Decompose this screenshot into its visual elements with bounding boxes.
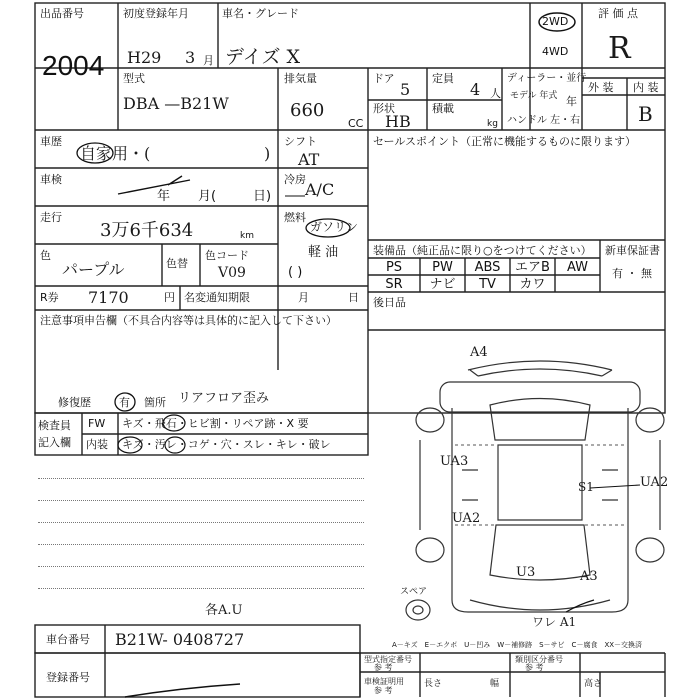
note-line xyxy=(38,478,364,479)
inspection-label: 車検 xyxy=(40,173,62,186)
aftermarket-label: 後日品 xyxy=(373,296,406,309)
type-designation-label: 型式指定番号 xyxy=(364,655,412,664)
exterior-label: 外 装 xyxy=(588,81,614,94)
mark-u3: U3 xyxy=(516,565,536,580)
cc-unit: CC xyxy=(348,117,364,130)
doors-value: 5 xyxy=(400,80,411,99)
inspector-label-1: 検査員 xyxy=(38,419,71,432)
fuel-gas: ガソリン xyxy=(310,220,359,234)
capacity-label: 定員 xyxy=(432,72,454,85)
class-label: 類別区分番号 xyxy=(515,655,563,664)
displacement-value: 660 xyxy=(290,100,325,121)
chassis-value: B21W- 0408727 xyxy=(115,630,245,649)
mark-ua2-left: UA2 xyxy=(452,511,481,526)
mark-ua2-right: UA2 xyxy=(640,475,669,490)
equip-ps: PS xyxy=(385,260,403,275)
equip-navi: ナビ xyxy=(429,277,456,292)
drive-2wd: 2WD xyxy=(542,15,569,28)
inspector-label-2: 記入欄 xyxy=(38,436,71,449)
inspection-day: 日) xyxy=(253,189,272,204)
notes-label: 注意事項申告欄（不具合内容等は具体的に記入して下さい） xyxy=(40,314,337,327)
load-label: 積載 xyxy=(432,102,454,115)
lot-number: 2004 xyxy=(42,50,105,81)
equip-abs: ABS xyxy=(474,260,501,275)
int-text: キズ・汚レ・コゲ・穴・スレ・キレ・破レ xyxy=(122,438,331,451)
chassis-label: 車台番号 xyxy=(46,633,90,646)
fuel-diesel: 軽 油 xyxy=(308,245,339,260)
note-line xyxy=(38,522,364,523)
spare-label: スペア xyxy=(400,587,428,597)
dealer-label: ディーラー・並行 xyxy=(507,73,587,84)
width-label: 幅 xyxy=(490,679,500,689)
reg-label: 登録番号 xyxy=(46,671,90,684)
inspection-year: 年 xyxy=(157,189,171,204)
equip-aw: AW xyxy=(566,260,589,275)
car-diagram xyxy=(406,361,664,620)
mark-a4: A4 xyxy=(470,345,488,360)
fw-label: FW xyxy=(88,417,106,430)
drive-4wd: 4WD xyxy=(542,45,569,58)
ac-label: 冷房 xyxy=(284,173,306,186)
first-reg-era: H29 xyxy=(127,48,162,67)
equipment-label: 装備品（純正品に限り○をつけてください） xyxy=(373,244,592,257)
lot-label: 出品番号 xyxy=(40,7,84,20)
car-name: デイズ X xyxy=(225,46,301,68)
interior-label: 内 装 xyxy=(633,81,659,94)
height-label: 高さ xyxy=(584,679,603,689)
mileage-value: 3万6千634 xyxy=(100,220,194,241)
color-label: 色 xyxy=(40,249,51,262)
person-unit: 人 xyxy=(490,87,501,100)
capacity-value: 4 xyxy=(470,80,481,99)
length-label: 長さ xyxy=(424,679,443,689)
warranty-label: 新車保証書 xyxy=(605,244,660,257)
fuel-paren: ( ) xyxy=(288,265,303,280)
type-designation-ref: 参 考 xyxy=(374,663,393,672)
int-label: 内装 xyxy=(86,438,108,451)
grade-value: R xyxy=(608,31,631,66)
month-unit: 月 xyxy=(203,54,214,67)
color-value: パープル xyxy=(62,260,125,279)
shape-label: 形状 xyxy=(373,102,395,115)
cert-ref: 参 考 xyxy=(374,686,393,695)
model-label: 型式 xyxy=(123,72,145,85)
color-code-value: V09 xyxy=(218,265,246,281)
doors-label: ドア xyxy=(373,72,395,85)
equip-tv: TV xyxy=(479,277,496,292)
note-line xyxy=(38,544,364,545)
mark-a3: A3 xyxy=(580,569,598,584)
shift-value: AT xyxy=(298,150,320,169)
sales-point-label: セールスポイント（正常に機能するものに限ります） xyxy=(373,135,637,148)
year-unit: 年 xyxy=(566,95,577,108)
repair-value: 有 xyxy=(119,396,130,409)
recycle-yen: 円 xyxy=(164,291,175,304)
mileage-label: 走行 xyxy=(40,211,62,224)
ac-value: A/C xyxy=(305,180,335,199)
shift-label: シフト xyxy=(284,135,317,148)
repair-label: 修復歴 xyxy=(58,396,91,409)
first-reg-label: 初度登録年月 xyxy=(123,7,189,20)
history-value: 自家用・( xyxy=(80,144,151,163)
equip-sr: SR xyxy=(385,277,403,292)
color-code-label: 色コード xyxy=(205,249,249,262)
car-name-label: 車名・グレード xyxy=(222,7,299,20)
damage-legend: A－キズ E－エクボ U－凹み W－補修跡 S－サビ C－腐食 XX－交換済 xyxy=(392,641,643,649)
mark-ua3: UA3 xyxy=(440,454,469,469)
name-change-label: 名変通知期限 xyxy=(184,291,250,304)
equip-leather: カワ xyxy=(519,277,546,292)
recycle-value: 7170 xyxy=(88,288,129,307)
warranty-value: 有 ・ 無 xyxy=(612,267,652,280)
history-close: ) xyxy=(264,144,271,163)
fw-text: キズ・飛石・ヒビ割・リペア跡・X 要 xyxy=(122,417,309,430)
note-line xyxy=(38,500,364,501)
mark-crack-a1: ワレ A1 xyxy=(532,615,577,629)
model-year-label: モデル 年式 xyxy=(510,91,558,101)
recycle-label: R券 xyxy=(40,291,59,304)
repair-detail: リアフロア歪み xyxy=(178,391,270,406)
mark-s1: S1 xyxy=(578,480,594,494)
fuel-label: 燃料 xyxy=(284,211,306,224)
recycle-day: 日 xyxy=(348,291,359,304)
note-line xyxy=(38,588,364,589)
note-line xyxy=(38,566,364,567)
color-change-label: 色替 xyxy=(166,257,188,270)
grade-label: 評 価 点 xyxy=(598,7,638,20)
inspection-month: 月( xyxy=(198,189,217,204)
shape-value: HB xyxy=(385,112,411,131)
km-unit: km xyxy=(240,231,254,241)
equip-airbag: エアB xyxy=(515,260,550,275)
repair-place-label: 箇所 xyxy=(144,396,166,409)
kg-unit: kg xyxy=(487,119,498,129)
first-reg-month: 3 xyxy=(185,48,196,67)
displacement-label: 排気量 xyxy=(284,72,317,85)
inspector-note: 各A.U xyxy=(205,603,243,618)
cert-label: 車検証明用 xyxy=(364,677,404,686)
model-value: DBA —B21W xyxy=(123,94,229,113)
class-ref: 参 考 xyxy=(525,663,544,672)
recycle-month: 月 xyxy=(298,291,309,304)
equip-pw: PW xyxy=(432,260,453,275)
interior-value: B xyxy=(638,102,653,126)
handle-label: ハンドル 左・右 xyxy=(507,115,581,126)
history-label: 車歴 xyxy=(40,135,62,148)
